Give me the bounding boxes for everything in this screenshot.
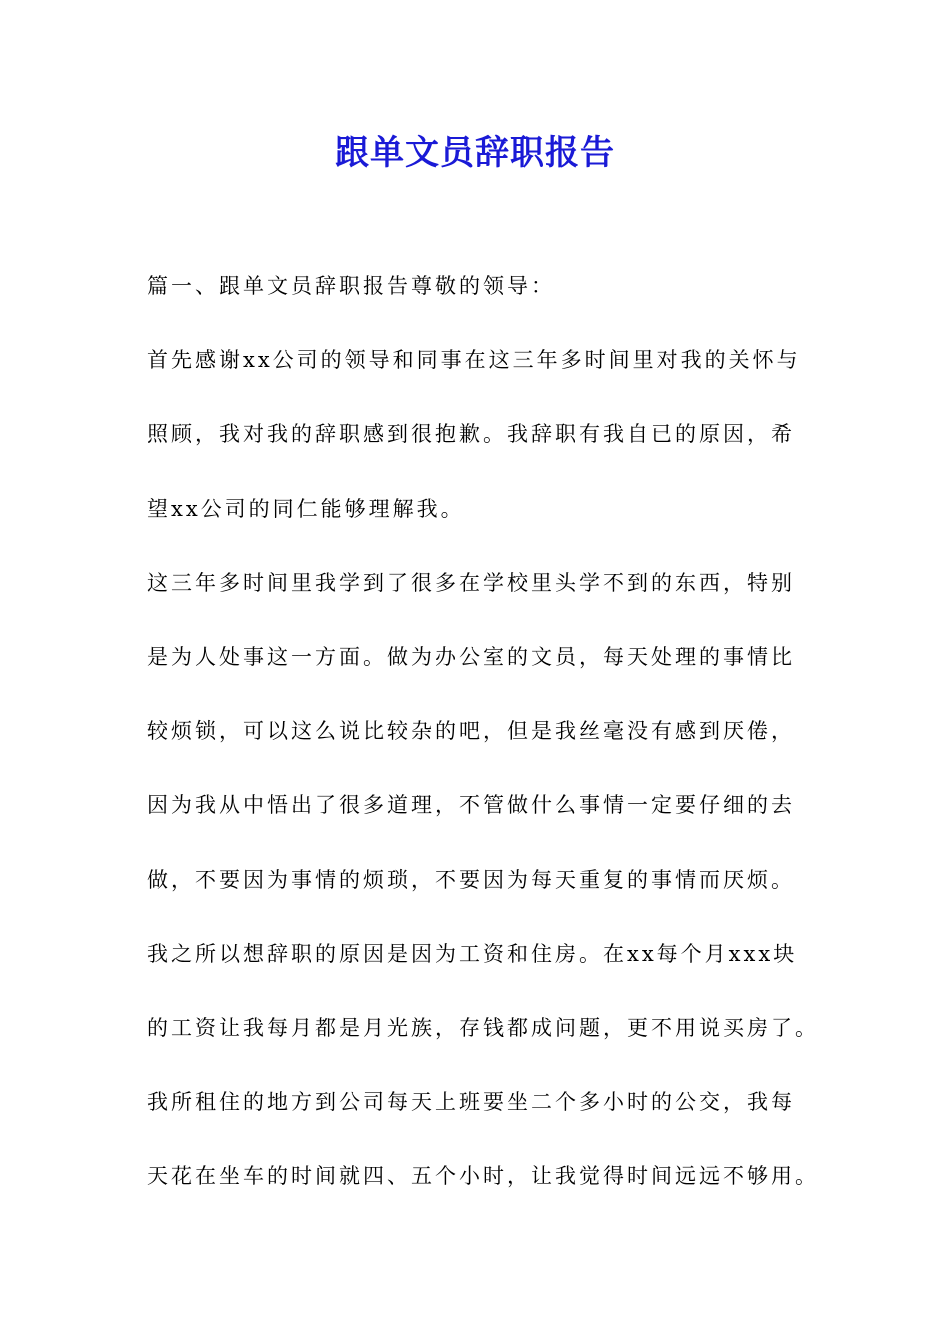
body-line-7: 较烦锁，可以这么说比较杂的吧，但是我丝毫没有感到厌倦， bbox=[147, 719, 795, 744]
body-line-9: 做，不要因为事情的烦琐，不要因为每天重复的事情而厌烦。 bbox=[147, 867, 795, 892]
body-line-10: 我之所以想辞职的原因是因为工资和住房。在xx每个月xxx块 bbox=[147, 941, 798, 966]
document-title: 跟单文员辞职报告 bbox=[335, 133, 615, 173]
body-line-5: 这三年多时间里我学到了很多在学校里头学不到的东西，特别 bbox=[147, 570, 795, 595]
body-line-6: 是为人处事这一方面。做为办公室的文员，每天处理的事情比 bbox=[147, 644, 795, 669]
body-line-12: 我所租住的地方到公司每天上班要坐二个多小时的公交，我每 bbox=[147, 1090, 795, 1115]
body-line-8: 因为我从中悟出了很多道理，不管做什么事情一定要仔细的去 bbox=[147, 793, 795, 818]
document-body bbox=[147, 266, 817, 1230]
body-line-2: 首先感谢xx公司的领导和同事在这三年多时间里对我的关怀与 bbox=[147, 348, 801, 373]
body-line-11: 的工资让我每月都是月光族，存钱都成问题，更不用说买房了。 bbox=[147, 1015, 819, 1040]
body-line-13: 天花在坐车的时间就四、五个小时，让我觉得时间远远不够用。 bbox=[147, 1164, 819, 1189]
body-line-3: 照顾，我对我的辞职感到很抱歉。我辞职有我自已的原因，希 bbox=[147, 422, 795, 447]
body-line-1: 篇一、跟单文员辞职报告尊敬的领导： bbox=[147, 274, 555, 298]
body-line-4: 望xx公司的同仁能够理解我。 bbox=[147, 496, 465, 521]
